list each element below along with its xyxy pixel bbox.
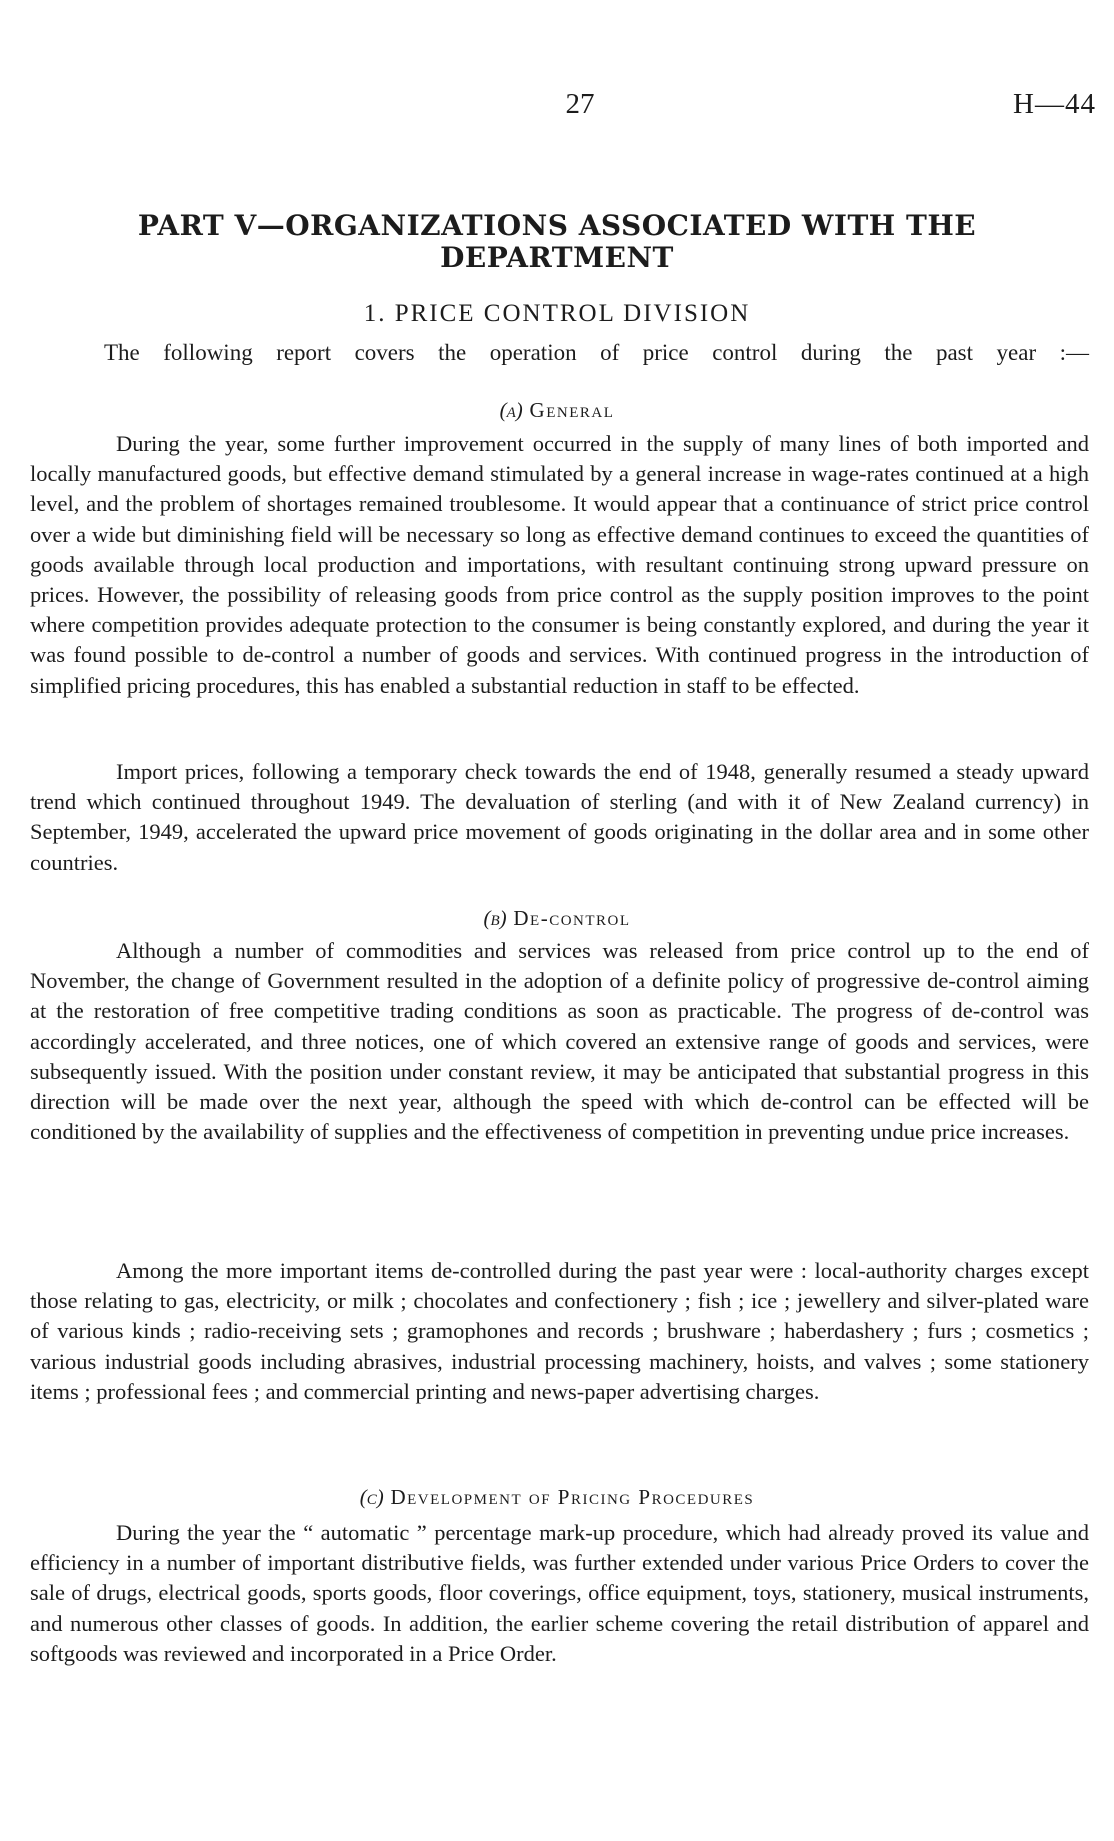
paragraph-de-control-2: Among the more important items de-controlled during the past year were : local-authority charges except those relating to gas, electricity, or milk ; chocolates and confectionery ; fish ; ice ; jewellery and silver-plated ware of various kinds ; radio-receiving sets ; gramophones and records ; brushware ; haberdashery ; furs ; cosmetics ; various industrial goods including abrasives, industrial processing machinery, hoists, and valves ; some stationery items ; professional fees ; and commercial printing and news-paper advertising charges.	[30, 1258, 1089, 1404]
section-letter: (b)	[483, 906, 507, 930]
section-title: De-control	[513, 906, 631, 930]
part-title: PART V—ORGANIZATIONS ASSOCIATED WITH THE DEPARTMENT	[137, 209, 977, 274]
document-code: H—44	[1013, 88, 1096, 120]
intro-line: The following report covers the operation of price control during the past year :—	[104, 340, 1089, 365]
paragraph-pricing-procedures-1: During the year the “ automatic ” percentage mark-up procedure, which had already proved its value and efficiency in a number of important distributive fields, was further extended under various Price Orders to cover the sale of drugs, electrical goods, sports goods, floor coverings, office equipment, toys, stationery, musical instruments, and numerous other classes of goods. In addition, the earlier scheme covering the retail distribution of apparel and softgoods was reviewed and incorporated in a Price Order.	[30, 1520, 1089, 1666]
section-letter: (c)	[359, 1485, 384, 1509]
section-letter: (a)	[499, 398, 523, 422]
division-title: 1. PRICE CONTROL DIVISION	[363, 300, 751, 327]
section-title: Development of Pricing Procedures	[390, 1485, 755, 1509]
section-heading-general	[60, 398, 1054, 423]
page-number: 27	[565, 88, 595, 120]
section-heading-pricing-procedures	[60, 1485, 1054, 1510]
paragraph-de-control-1: Although a number of commodities and services was released from price control up to the end of November, the change of Government resulted in the adoption of a definite policy of progressive de-control aiming at the restoration of free competitive trading conditions as soon as practicable. The progress of de-control was accordingly accelerated, and three notices, one of which covered an extensive range of goods and services, were subsequently issued. With the position under constant review, it may be anticipated that substantial progress in this direction will be made over the next year, although the speed with which de-control can be effected will be conditioned by the availability of supplies and the effectiveness of competition in preventing undue price increases.	[30, 938, 1089, 1145]
section-title: General	[529, 398, 615, 422]
section-heading-de-control	[60, 906, 1054, 931]
paragraph-general-1: During the year, some further improvement occurred in the supply of many lines of both imported and locally manufactured goods, but effective demand stimulated by a general increase in wage-rates continued at a high level, and the problem of shortages remained troublesome. It would appear that a continuance of strict price control over a wide but diminishing field will be necessary so long as effective demand continues to exceed the quantities of goods available through local production and importations, with resultant continuing strong upward pressure on prices. However, the possibility of releasing goods from price control as the supply position improves to the point where competition provides adequate protection to the consumer is being constantly explored, and during the year it was found possible to de-control a number of goods and services. With continued progress in the introduction of simplified pricing procedures, this has enabled a substantial reduction in staff to be effected.	[30, 431, 1089, 698]
paragraph-general-2: Import prices, following a temporary check towards the end of 1948, generally resumed a steady upward trend which continued throughout 1949. The devaluation of sterling (and with it of New Zealand currency) in September, 1949, accelerated the upward price movement of goods originating in the dollar area and in some other countries.	[30, 759, 1089, 875]
